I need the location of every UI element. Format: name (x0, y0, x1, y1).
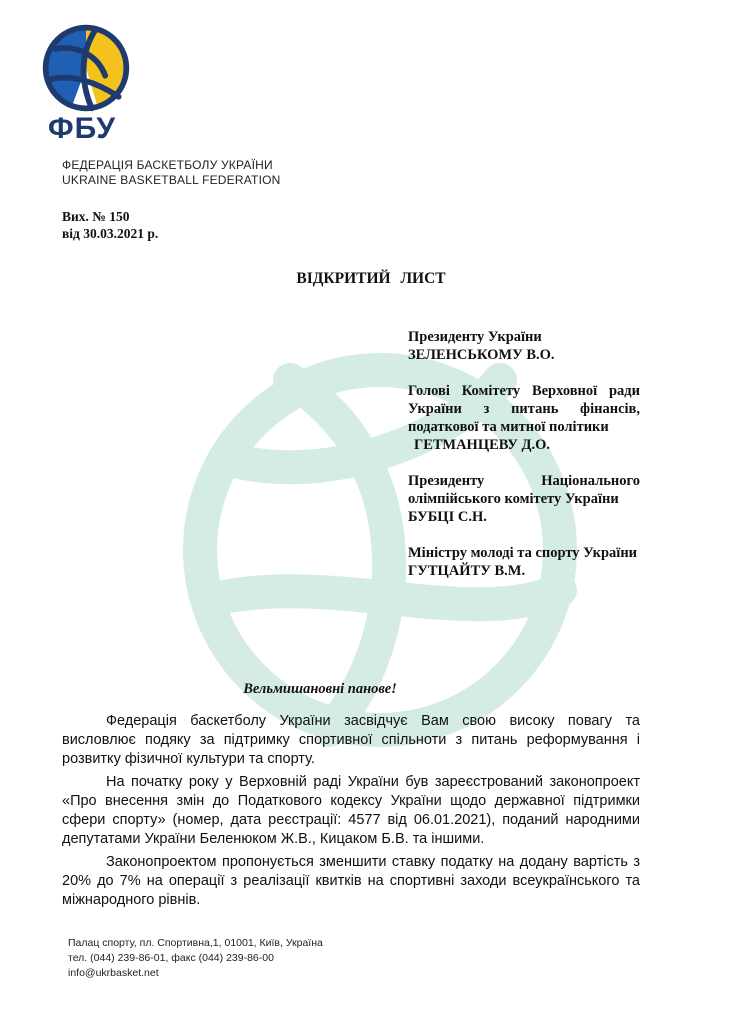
outgoing-date: від 30.03.2021 р. (62, 226, 159, 241)
addressee-role: Міністру молоді та спорту України (408, 545, 638, 561)
addressee-block (408, 328, 640, 598)
footer-phones: тел. (044) 239-86-01, факс (044) 239-86-00 (68, 952, 274, 964)
footer-address: Палац спорту, пл. Спортивна,1, 01001, Київ, Україна (68, 937, 323, 949)
letter-body (62, 712, 640, 914)
addressee (408, 544, 640, 580)
addressee-name: ГЕТМАНЦЕВУ Д.О. (414, 437, 551, 453)
addressee-role: Президенту України (408, 329, 542, 345)
fbu-logo-icon (38, 20, 134, 116)
body-paragraph: На початку року у Верховній раді України був зареєстрований законопроект «Про внесення змін до Податкового кодексу України щодо державної підтримки сфери спорту» (номер, дата реєстрації: 4577 від 06.01.2021), поданий народними депутатами України Беленюком Ж.В., Кицаком Б.В. та іншими. (62, 774, 640, 847)
federation-name (62, 158, 281, 188)
federation-name-uk: ФЕДЕРАЦІЯ БАСКЕТБОЛУ УКРАЇНИ (62, 158, 273, 172)
body-paragraph: Федерація баскетболу України засвідчує Вам свою високу повагу та висловлює подяку за підтримку спортивної спільноти з питань реформування і розвитку фізичної культури та спорту. (62, 713, 640, 767)
addressee-name: БУБЦІ С.Н. (408, 509, 487, 525)
salutation: Вельмишановні панове! (243, 681, 397, 697)
footer-contacts (68, 936, 323, 981)
footer-email[interactable]: info@ukrbasket.net (68, 967, 159, 979)
addressee-name: ЗЕЛЕНСЬКОМУ В.О. (408, 347, 555, 363)
body-paragraph: Законопроектом пропонується зменшити ставку податку на додану вартість з 20% до 7% на операції з реалізації квитків на спортивні заходи всеукраїнського та міжнародного рівнів. (62, 854, 640, 908)
document-title: ВІДКРИТИЙ ЛИСТ (296, 270, 446, 287)
addressee (408, 472, 640, 526)
addressee-role: Президенту Національного олімпійського комітету України (408, 473, 640, 507)
addressee-role: Голові Комітету Верховної ради України з питань фінансів, податкової та митної політики (408, 383, 640, 435)
addressee-name: ГУТЦАЙТУ В.М. (408, 563, 526, 579)
outgoing-number: Вих. № 150 (62, 209, 130, 224)
addressee (408, 382, 640, 454)
addressee (408, 328, 640, 364)
federation-name-en: UKRAINE BASKETBALL FEDERATION (62, 173, 281, 187)
outgoing-reference (62, 208, 158, 242)
logo-wordmark: ФБУ (48, 112, 117, 145)
